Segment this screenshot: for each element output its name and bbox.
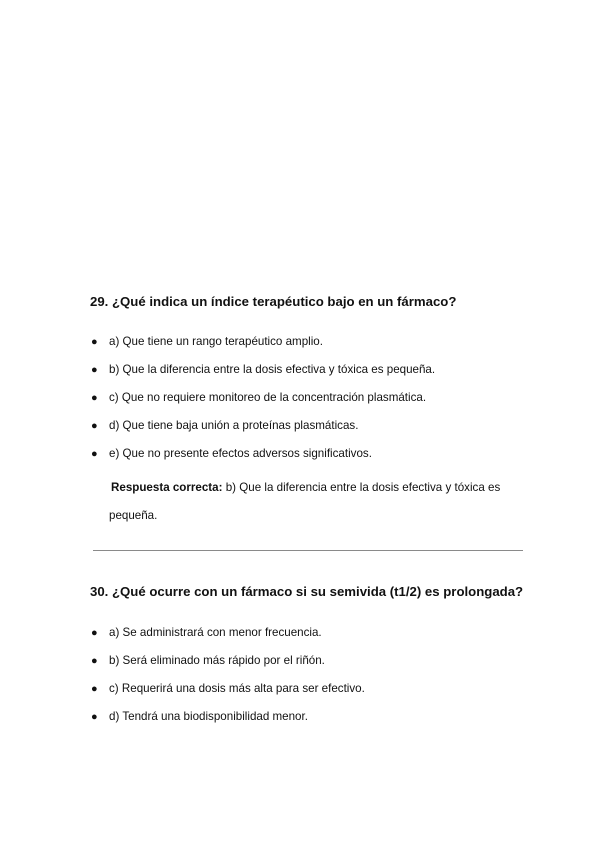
section-divider <box>93 550 523 551</box>
question-30-title: 30. ¿Qué ocurre con un fármaco si su semivida (t1/2) es prolongada? <box>90 584 524 599</box>
option-text: b) Que la diferencia entre la dosis efectiva y tóxica es pequeña. <box>109 363 436 376</box>
answer-label: Respuesta correcta: <box>111 481 223 494</box>
option-text: b) Será eliminado más rápido por el riñón. <box>109 654 325 667</box>
option-text: c) Que no requiere monitoreo de la concentración plasmática. <box>109 391 427 404</box>
bullet-icon: ● <box>91 655 98 667</box>
bullet-icon: ● <box>91 364 98 376</box>
bullet-icon: ● <box>91 448 98 460</box>
option-text: c) Requerirá una dosis más alta para ser efectivo. <box>109 682 365 695</box>
bullet-icon: ● <box>91 392 98 404</box>
bullet-icon: ● <box>91 711 98 723</box>
option-text: a) Se administrará con menor frecuencia. <box>109 626 322 639</box>
bullet-icon: ● <box>91 627 98 639</box>
question-29-answer <box>109 474 529 530</box>
question-29-title: 29. ¿Qué indica un índice terapéutico bajo en un fármaco? <box>90 294 457 309</box>
bullet-icon: ● <box>91 336 98 348</box>
bullet-icon: ● <box>91 683 98 695</box>
answer-text: b) Que la diferencia entre la dosis efectiva y tóxica es pequeña. <box>109 481 501 522</box>
option-text: a) Que tiene un rango terapéutico amplio. <box>109 335 323 348</box>
bullet-icon: ● <box>91 420 98 432</box>
option-text: e) Que no presente efectos adversos significativos. <box>109 447 372 460</box>
option-text: d) Que tiene baja unión a proteínas plasmáticas. <box>109 419 359 432</box>
option-text: d) Tendrá una biodisponibilidad menor. <box>109 710 308 723</box>
